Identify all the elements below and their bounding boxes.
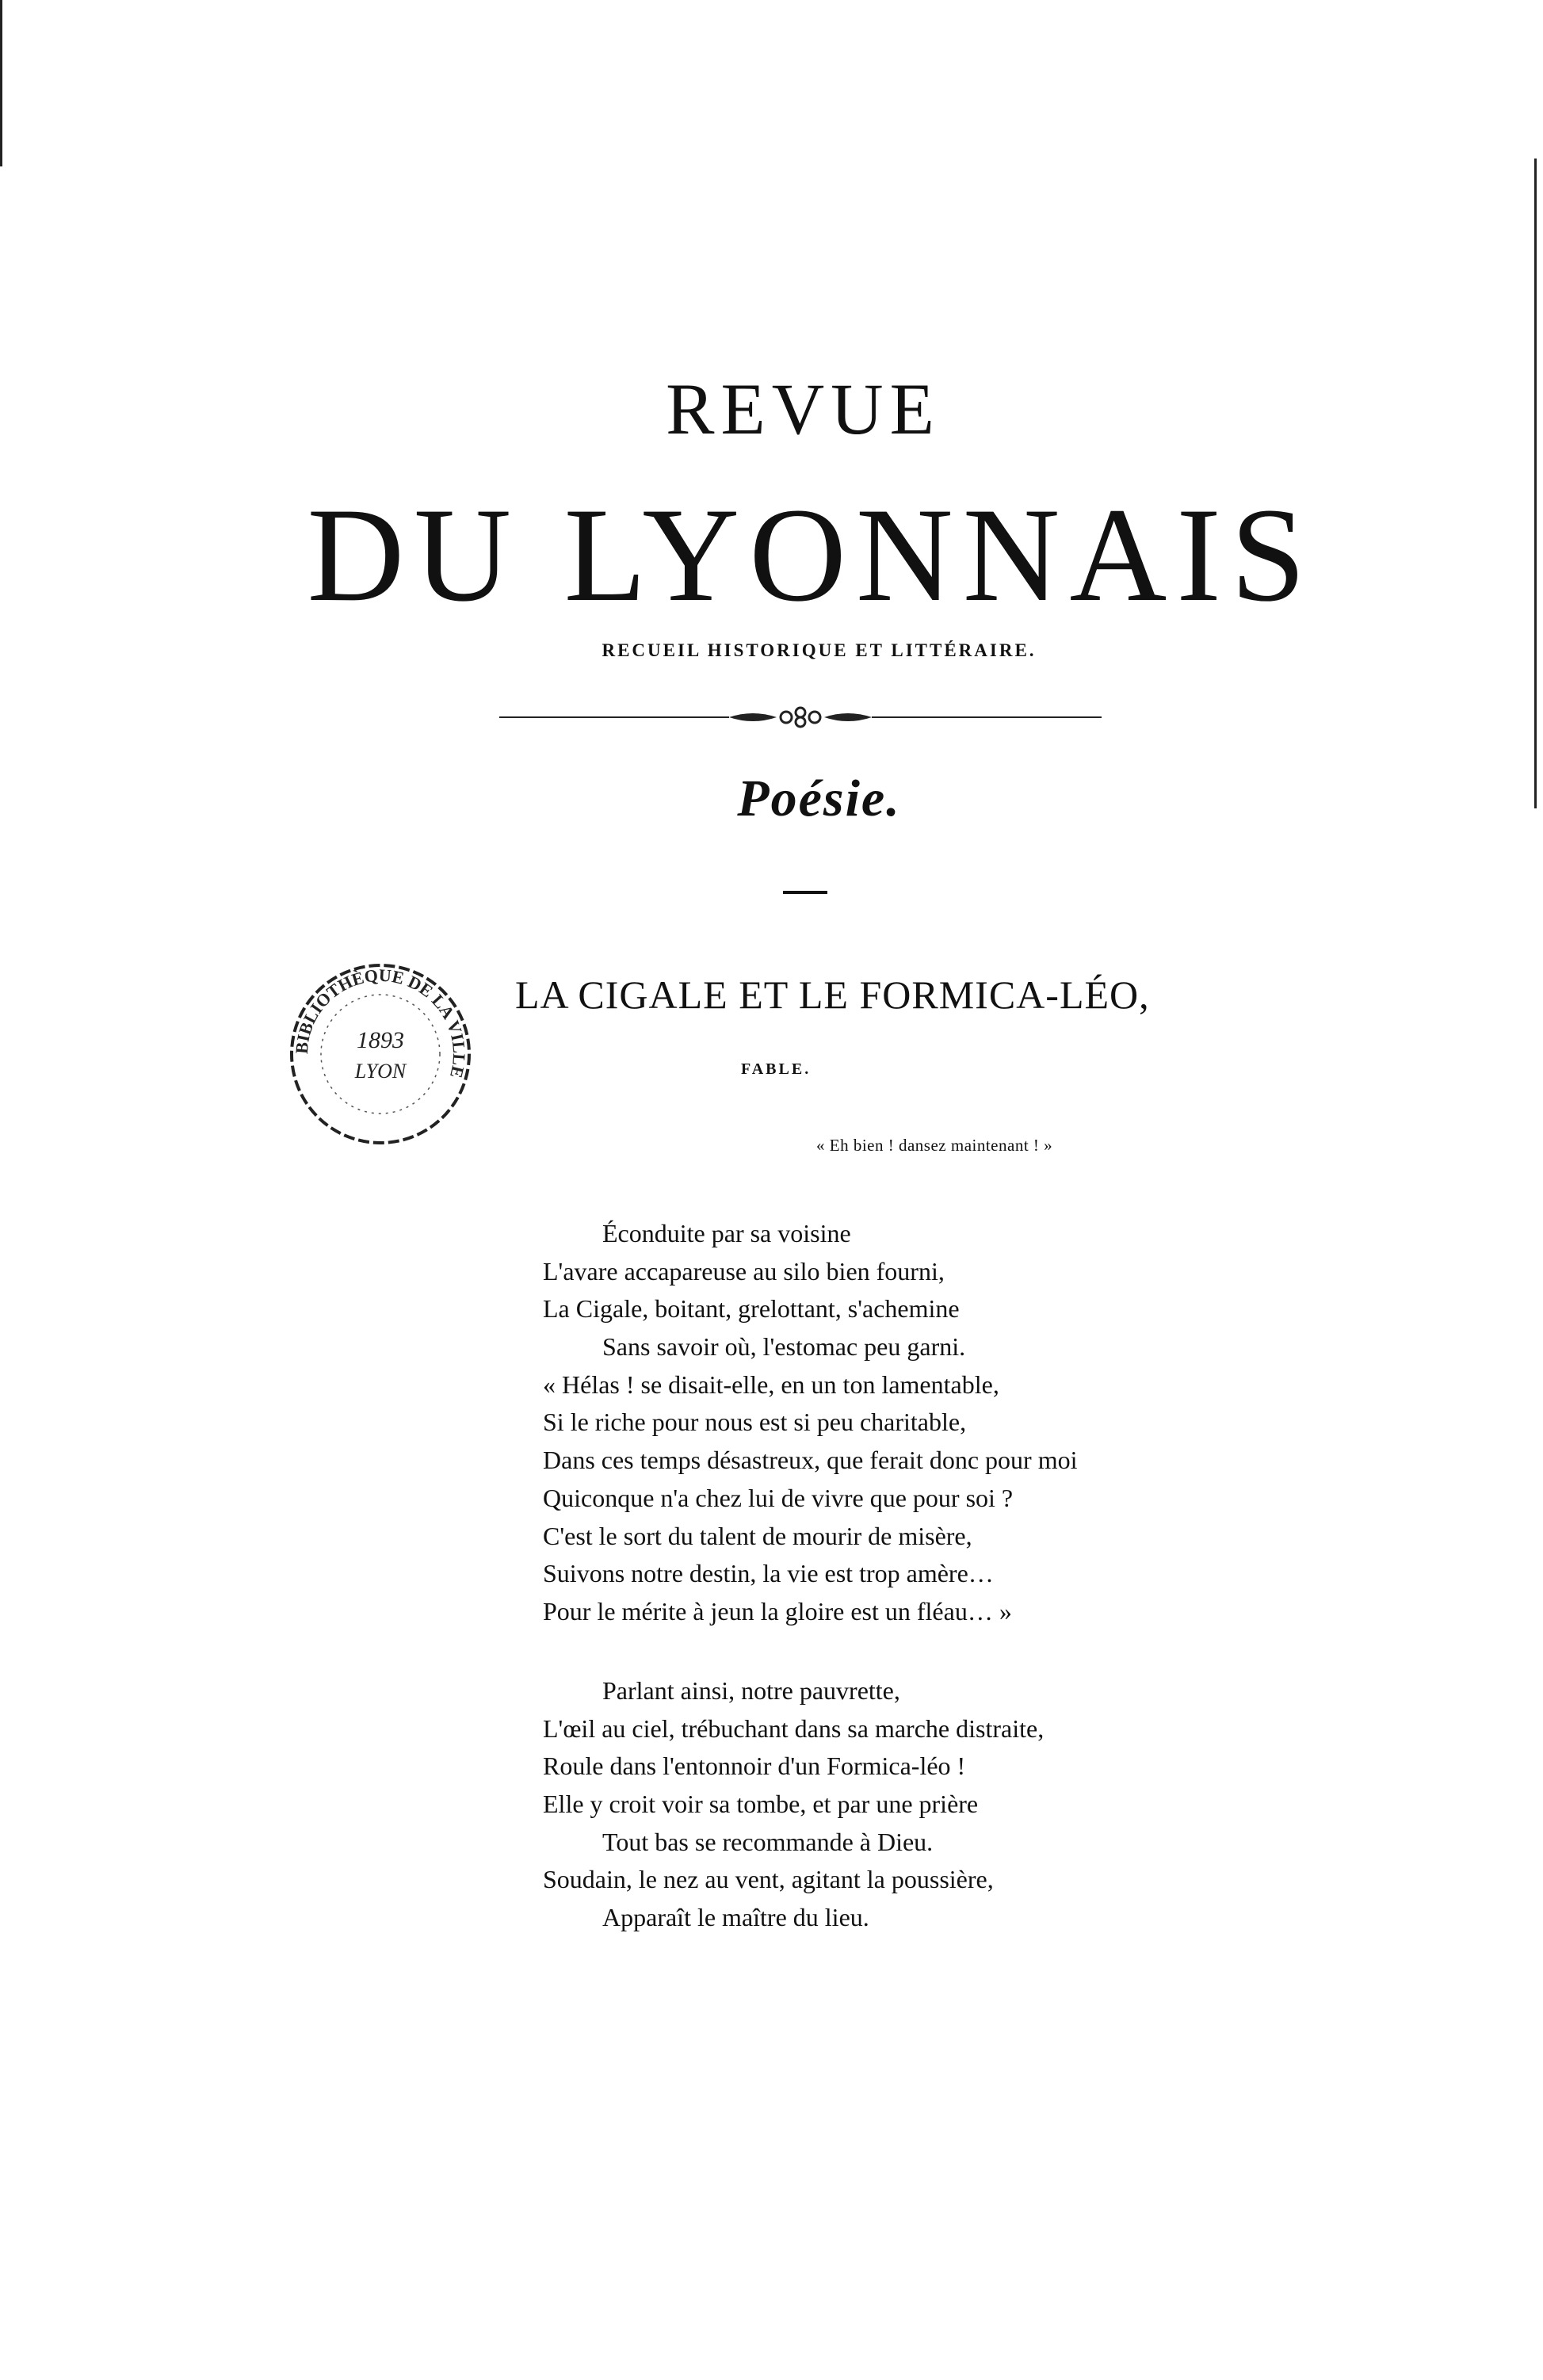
poem-line: Pour le mérite à jeun la gloire est un fléau… » xyxy=(543,1596,1012,1626)
ornament-divider xyxy=(499,701,1102,733)
section-title: Poésie. xyxy=(737,770,901,827)
poem-line: Quiconque n'a chez lui de vivre que pour soi ? xyxy=(543,1483,1014,1512)
journal-title-lyonnais: DU LYONNAIS xyxy=(307,480,1316,629)
poem-line: L'œil au ciel, trébuchant dans sa marche distraite, xyxy=(543,1713,1045,1743)
poem-line: Apparaît le maître du lieu. xyxy=(602,1903,869,1932)
poem-line: Éconduite par sa voisine xyxy=(602,1219,851,1247)
poem-title: LA CIGALE ET LE FORMICA-LÉO, xyxy=(515,972,1150,1017)
poem-stanza-2 xyxy=(543,1672,1044,1937)
scan-edge-left xyxy=(0,0,2,166)
title-dash xyxy=(783,891,827,894)
poem-line: Parlant ainsi, notre pauvrette, xyxy=(602,1676,900,1705)
poem-line: Soudain, le nez au vent, agitant la poussière, xyxy=(543,1865,994,1894)
poem-line: Dans ces temps désastreux, que ferait donc pour moi xyxy=(543,1446,1078,1475)
poem-line: L'avare accapareuse au silo bien fourni, xyxy=(543,1256,945,1286)
poem-line: C'est le sort du talent de mourir de misère, xyxy=(543,1521,972,1550)
poem-stanza-1 xyxy=(543,1215,1077,1631)
library-stamp xyxy=(285,959,476,1149)
poem-genre: FABLE. xyxy=(741,1060,812,1078)
poem-line: La Cigale, boitant, grelottant, s'achemine xyxy=(543,1294,960,1324)
poem-line: Suivons notre destin, la vie est trop amère… xyxy=(543,1559,994,1588)
poem-line: Si le riche pour nous est si peu charitable, xyxy=(543,1408,967,1437)
journal-title-revue: REVUE xyxy=(666,369,941,449)
poem-line: Elle y croit voir sa tombe, et par une prière xyxy=(543,1790,979,1819)
scan-edge-right xyxy=(1534,159,1537,808)
stamp-city: LYON xyxy=(354,1060,407,1083)
stamp-outer-text: BIBLIOTHÈQUE DE LA VILLE xyxy=(291,965,470,1080)
poem-line: « Hélas ! se disait-elle, en un ton lamentable, xyxy=(543,1370,999,1399)
poem-line: Sans savoir où, l'estomac peu garni. xyxy=(602,1332,966,1362)
poem-line: Tout bas se recommande à Dieu. xyxy=(602,1827,934,1856)
journal-subtitle: RECUEIL HISTORIQUE ET LITTÉRAIRE. xyxy=(602,640,1037,660)
poem-line: Roule dans l'entonnoir d'un Formica-léo ! xyxy=(543,1752,966,1781)
poem-epigraph: « Eh bien ! dansez maintenant ! » xyxy=(816,1136,1053,1155)
stamp-year: 1893 xyxy=(357,1027,404,1053)
